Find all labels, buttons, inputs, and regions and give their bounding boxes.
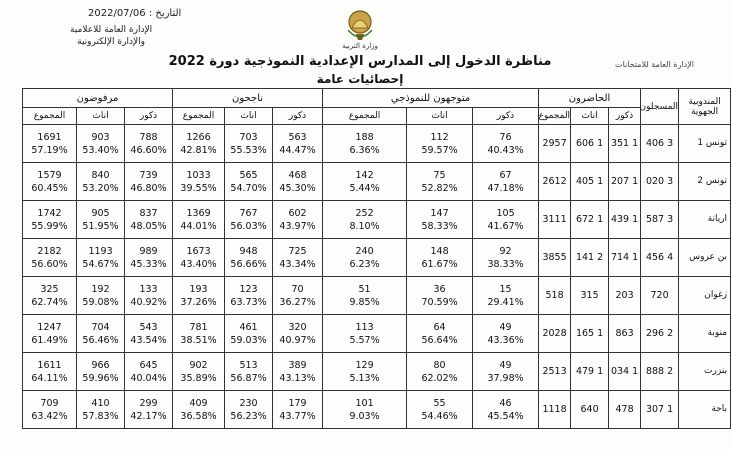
oriented-female-cell	[407, 125, 473, 163]
passed-total-cell-percent: 44.01%	[180, 220, 217, 232]
passed-total-cell	[173, 391, 225, 429]
passed-male-cell-percent: 43.13%	[279, 372, 316, 384]
rejected-total-cell	[23, 201, 77, 239]
rejected-total-cell-percent: 56.60%	[31, 258, 68, 270]
rejected-male-cell	[125, 315, 173, 353]
rejected-male-cell-count: 299	[139, 397, 158, 409]
page-title: مناظرة الدخول إلى المدارس الإعدادية النموذجية دورة 2022	[168, 54, 552, 69]
passed-male-cell-percent: 44.47%	[279, 144, 316, 156]
passed-female-cell	[225, 353, 273, 391]
passed-male-cell-count: 389	[288, 359, 307, 371]
rejected-total-cell	[23, 277, 77, 315]
table-row	[23, 239, 731, 277]
group-rejected-header: مرفوضون	[23, 89, 173, 108]
passed-male-cell-percent: 43.77%	[279, 410, 316, 422]
oriented-female-cell	[407, 391, 473, 429]
oriented-total-cell-count: 188	[355, 131, 374, 143]
passed-total-cell	[173, 201, 225, 239]
passed-female-cell-percent: 56.66%	[230, 258, 267, 270]
region-cell: اريانة	[679, 201, 731, 239]
rejected-total-cell-percent: 57.19%	[31, 144, 68, 156]
region-cell: بن عروس	[679, 239, 731, 277]
table-row	[23, 201, 731, 239]
sub-total: المجموع	[323, 108, 407, 125]
present-total-cell: 1118	[539, 391, 571, 429]
rejected-female-cell	[77, 277, 125, 315]
oriented-female-cell-percent: 59.57%	[421, 144, 458, 156]
present-female-cell: 1 672	[571, 201, 609, 239]
oriented-male-cell-percent: 40.43%	[487, 144, 524, 156]
oriented-female-cell-count: 64	[433, 321, 446, 333]
rejected-female-cell	[77, 239, 125, 277]
sub-male: ذكور	[609, 108, 641, 125]
oriented-female-cell-count: 36	[433, 283, 446, 295]
passed-total-cell	[173, 239, 225, 277]
passed-male-cell-percent: 40.97%	[279, 334, 316, 346]
passed-female-cell-count: 948	[239, 245, 258, 257]
passed-male-cell-count: 563	[288, 131, 307, 143]
rejected-male-cell-count: 645	[139, 359, 158, 371]
passed-female-cell-percent: 54.70%	[230, 182, 267, 194]
passed-female-cell-percent: 56.23%	[230, 410, 267, 422]
rejected-female-cell	[77, 201, 125, 239]
rejected-male-cell	[125, 201, 173, 239]
oriented-male-cell-percent: 41.67%	[487, 220, 524, 232]
passed-female-cell	[225, 391, 273, 429]
sub-header-row	[23, 108, 731, 125]
registered-cell: 1 307	[641, 391, 679, 429]
passed-female-cell-count: 703	[239, 131, 258, 143]
rejected-female-cell-percent: 59.96%	[82, 372, 119, 384]
group-passed-header: ناجحون	[173, 89, 323, 108]
rejected-total-cell-percent: 64.11%	[31, 372, 68, 384]
rejected-total-cell-percent: 62.74%	[31, 296, 68, 308]
oriented-female-cell-percent: 54.46%	[421, 410, 458, 422]
passed-female-cell-count: 565	[239, 169, 258, 181]
passed-total-cell	[173, 277, 225, 315]
sub-female: اناث	[77, 108, 125, 125]
oriented-male-cell-percent: 43.36%	[487, 334, 524, 346]
passed-male-cell-count: 602	[288, 207, 307, 219]
oriented-male-cell-count: 92	[499, 245, 512, 257]
passed-male-cell-percent: 36.27%	[279, 296, 316, 308]
oriented-female-cell-percent: 52.82%	[421, 182, 458, 194]
rejected-female-cell-percent: 53.40%	[82, 144, 119, 156]
passed-total-cell	[173, 315, 225, 353]
passed-female-cell-count: 461	[239, 321, 258, 333]
registered-cell: 2 296	[641, 315, 679, 353]
rejected-total-cell-count: 2182	[37, 245, 62, 257]
statistics-table-wrapper	[22, 88, 728, 429]
rejected-total-cell-count: 1247	[37, 321, 62, 333]
oriented-male-cell-percent: 37.98%	[487, 372, 524, 384]
rejected-female-cell-percent: 54.67%	[82, 258, 119, 270]
oriented-female-cell-percent: 62.02%	[421, 372, 458, 384]
oriented-total-cell-percent: 6.36%	[349, 144, 380, 156]
oriented-female-cell-count: 148	[430, 245, 449, 257]
present-female-cell: 2 141	[571, 239, 609, 277]
rejected-female-cell-count: 192	[91, 283, 110, 295]
rejected-female-cell	[77, 125, 125, 163]
oriented-total-cell-percent: 9.85%	[349, 296, 380, 308]
present-total-cell: 2612	[539, 163, 571, 201]
oriented-female-cell	[407, 277, 473, 315]
oriented-male-cell-count: 49	[499, 321, 512, 333]
rejected-male-cell-percent: 46.80%	[130, 182, 167, 194]
passed-female-cell-count: 767	[239, 207, 258, 219]
rejected-total-cell-count: 709	[40, 397, 59, 409]
rejected-female-cell	[77, 391, 125, 429]
passed-male-cell-count: 320	[288, 321, 307, 333]
passed-male-cell	[273, 315, 323, 353]
rejected-female-cell	[77, 163, 125, 201]
passed-male-cell	[273, 391, 323, 429]
registered-cell: 4 456	[641, 239, 679, 277]
oriented-male-cell-percent: 29.41%	[487, 296, 524, 308]
passed-total-cell-count: 1266	[186, 131, 211, 143]
col-registered-header: المسجلون	[641, 89, 679, 125]
present-male-cell: 1 439	[609, 201, 641, 239]
passed-female-cell	[225, 125, 273, 163]
passed-female-cell-count: 123	[239, 283, 258, 295]
rejected-female-cell-count: 966	[91, 359, 110, 371]
rejected-male-cell-percent: 45.33%	[130, 258, 167, 270]
table-row	[23, 315, 731, 353]
rejected-female-cell-count: 410	[91, 397, 110, 409]
present-male-cell: 863	[609, 315, 641, 353]
rejected-female-cell-percent: 57.83%	[82, 410, 119, 422]
passed-total-cell-count: 409	[189, 397, 208, 409]
registered-cell: 3 406	[641, 125, 679, 163]
oriented-total-cell-percent: 5.57%	[349, 334, 380, 346]
group-present-header: الحاضرون	[539, 89, 641, 108]
rejected-female-cell	[77, 353, 125, 391]
oriented-total-cell	[323, 239, 407, 277]
region-cell: منوبة	[679, 315, 731, 353]
oriented-total-cell-percent: 6.23%	[349, 258, 380, 270]
rejected-female-cell-count: 1193	[88, 245, 113, 257]
passed-male-cell	[273, 201, 323, 239]
passed-total-cell-percent: 39.55%	[180, 182, 217, 194]
oriented-male-cell	[473, 391, 539, 429]
rejected-male-cell-count: 989	[139, 245, 158, 257]
rejected-total-cell-percent: 61.49%	[31, 334, 68, 346]
oriented-male-cell-count: 49	[499, 359, 512, 371]
oriented-male-cell-count: 67	[499, 169, 512, 181]
oriented-total-cell-percent: 5.44%	[349, 182, 380, 194]
rejected-male-cell	[125, 277, 173, 315]
rejected-total-cell-count: 1742	[37, 207, 62, 219]
group-oriented-header: متوجهون للنموذجي	[323, 89, 539, 108]
oriented-female-cell-count: 147	[430, 207, 449, 219]
statistics-table	[22, 88, 731, 429]
sub-total: المجموع	[539, 108, 571, 125]
oriented-male-cell	[473, 163, 539, 201]
rejected-female-cell	[77, 315, 125, 353]
rejected-male-cell-percent: 40.04%	[130, 372, 167, 384]
passed-female-cell-percent: 59.03%	[230, 334, 267, 346]
present-total-cell: 2957	[539, 125, 571, 163]
sub-female: اناث	[407, 108, 473, 125]
present-female-cell: 1 479	[571, 353, 609, 391]
passed-total-cell-count: 1033	[186, 169, 211, 181]
oriented-female-cell-count: 80	[433, 359, 446, 371]
passed-female-cell-count: 513	[239, 359, 258, 371]
oriented-male-cell-count: 76	[499, 131, 512, 143]
passed-male-cell-percent: 43.97%	[279, 220, 316, 232]
passed-male-cell-percent: 45.30%	[279, 182, 316, 194]
oriented-total-cell	[323, 277, 407, 315]
rejected-male-cell	[125, 125, 173, 163]
oriented-female-cell	[407, 163, 473, 201]
present-total-cell: 2513	[539, 353, 571, 391]
oriented-male-cell	[473, 201, 539, 239]
rejected-male-cell-count: 133	[139, 283, 158, 295]
oriented-male-cell-percent: 38.33%	[487, 258, 524, 270]
oriented-female-cell-percent: 56.64%	[421, 334, 458, 346]
present-male-cell: 1 034	[609, 353, 641, 391]
oriented-total-cell-count: 101	[355, 397, 374, 409]
rejected-total-cell	[23, 315, 77, 353]
passed-female-cell-percent: 56.87%	[230, 372, 267, 384]
page-subtitle: إحصائيات عامة	[316, 72, 404, 86]
registered-cell: 720	[641, 277, 679, 315]
passed-male-cell-percent: 43.34%	[279, 258, 316, 270]
rejected-male-cell-percent: 43.54%	[130, 334, 167, 346]
oriented-male-cell	[473, 239, 539, 277]
oriented-female-cell	[407, 201, 473, 239]
passed-male-cell	[273, 353, 323, 391]
statistics-table-body	[23, 125, 731, 429]
rejected-male-cell	[125, 163, 173, 201]
oriented-total-cell-count: 113	[355, 321, 374, 333]
rejected-male-cell-percent: 40.92%	[130, 296, 167, 308]
present-total-cell: 2028	[539, 315, 571, 353]
rejected-male-cell-percent: 42.17%	[130, 410, 167, 422]
present-male-cell: 1 207	[609, 163, 641, 201]
issuer-block	[70, 24, 152, 48]
rejected-total-cell	[23, 163, 77, 201]
oriented-total-cell-count: 129	[355, 359, 374, 371]
oriented-total-cell-percent: 8.10%	[349, 220, 380, 232]
oriented-total-cell-count: 252	[355, 207, 374, 219]
oriented-male-cell-count: 105	[496, 207, 515, 219]
oriented-male-cell	[473, 315, 539, 353]
present-total-cell: 518	[539, 277, 571, 315]
passed-male-cell-count: 70	[291, 283, 304, 295]
present-male-cell: 1 351	[609, 125, 641, 163]
oriented-female-cell-count: 75	[433, 169, 446, 181]
present-female-cell: 640	[571, 391, 609, 429]
rejected-female-cell-count: 905	[91, 207, 110, 219]
department-label: الإدارة العامة للامتحانات	[615, 60, 694, 69]
oriented-female-cell	[407, 353, 473, 391]
col-region-header: المندوبية الجهوية	[679, 89, 731, 125]
table-row	[23, 125, 731, 163]
rejected-female-cell-percent: 51.95%	[82, 220, 119, 232]
passed-female-cell	[225, 315, 273, 353]
oriented-total-cell-count: 51	[358, 283, 371, 295]
oriented-male-cell	[473, 125, 539, 163]
rejected-total-cell	[23, 239, 77, 277]
passed-female-cell	[225, 277, 273, 315]
passed-female-cell	[225, 239, 273, 277]
present-female-cell: 1 606	[571, 125, 609, 163]
present-male-cell: 478	[609, 391, 641, 429]
table-row	[23, 391, 731, 429]
passed-total-cell-count: 1369	[186, 207, 211, 219]
passed-male-cell-count: 725	[288, 245, 307, 257]
sub-total: المجموع	[173, 108, 225, 125]
present-female-cell: 1 165	[571, 315, 609, 353]
rejected-male-cell-count: 837	[139, 207, 158, 219]
oriented-female-cell	[407, 239, 473, 277]
passed-total-cell-percent: 38.51%	[180, 334, 217, 346]
passed-male-cell-count: 179	[288, 397, 307, 409]
region-cell: تونس 1	[679, 125, 731, 163]
present-male-cell: 1 714	[609, 239, 641, 277]
rejected-total-cell-count: 325	[40, 283, 59, 295]
sub-male: ذكور	[273, 108, 323, 125]
oriented-total-cell-count: 240	[355, 245, 374, 257]
passed-total-cell	[173, 125, 225, 163]
oriented-total-cell	[323, 163, 407, 201]
oriented-total-cell-percent: 5.13%	[349, 372, 380, 384]
rejected-male-cell-percent: 46.60%	[130, 144, 167, 156]
rejected-female-cell-percent: 56.46%	[82, 334, 119, 346]
oriented-female-cell-count: 112	[430, 131, 449, 143]
passed-male-cell-count: 468	[288, 169, 307, 181]
rejected-male-cell	[125, 239, 173, 277]
sub-male: ذكور	[473, 108, 539, 125]
region-cell: تونس 2	[679, 163, 731, 201]
present-female-cell: 1 405	[571, 163, 609, 201]
passed-total-cell	[173, 163, 225, 201]
oriented-total-cell	[323, 353, 407, 391]
passed-male-cell	[273, 163, 323, 201]
passed-total-cell-percent: 37.26%	[180, 296, 217, 308]
rejected-female-cell-count: 840	[91, 169, 110, 181]
oriented-female-cell	[407, 315, 473, 353]
passed-male-cell	[273, 125, 323, 163]
rejected-total-cell	[23, 125, 77, 163]
oriented-total-cell	[323, 201, 407, 239]
passed-female-cell	[225, 163, 273, 201]
registered-cell: 3 587	[641, 201, 679, 239]
sub-female: اناث	[225, 108, 273, 125]
passed-female-cell-percent: 55.53%	[230, 144, 267, 156]
region-cell: بنزرت	[679, 353, 731, 391]
issuer-line-2: والإدارة الإلكترونية	[77, 37, 145, 47]
rejected-total-cell-percent: 55.99%	[31, 220, 68, 232]
issuer-line-1: الإدارة العامة للاعلامية	[70, 25, 153, 35]
passed-total-cell-count: 781	[189, 321, 208, 333]
passed-female-cell	[225, 201, 273, 239]
passed-total-cell-percent: 43.40%	[180, 258, 217, 270]
oriented-total-cell	[323, 315, 407, 353]
rejected-male-cell-percent: 48.05%	[130, 220, 167, 232]
oriented-male-cell	[473, 277, 539, 315]
rejected-total-cell	[23, 391, 77, 429]
passed-female-cell-percent: 63.73%	[230, 296, 267, 308]
table-row	[23, 277, 731, 315]
passed-male-cell	[273, 239, 323, 277]
rejected-total-cell	[23, 353, 77, 391]
region-cell: زغوان	[679, 277, 731, 315]
rejected-total-cell-count: 1579	[37, 169, 62, 181]
oriented-total-cell-percent: 9.03%	[349, 410, 380, 422]
rejected-total-cell-percent: 60.45%	[31, 182, 68, 194]
oriented-female-cell-percent: 58.33%	[421, 220, 458, 232]
oriented-total-cell	[323, 125, 407, 163]
oriented-male-cell-count: 46	[499, 397, 512, 409]
oriented-female-cell-percent: 70.59%	[421, 296, 458, 308]
rejected-female-cell-count: 704	[91, 321, 110, 333]
rejected-total-cell-count: 1691	[37, 131, 62, 143]
date-label: التاريخ : 2022/07/06	[88, 8, 182, 19]
region-cell: باجة	[679, 391, 731, 429]
oriented-female-cell-percent: 61.67%	[421, 258, 458, 270]
passed-male-cell	[273, 277, 323, 315]
rejected-female-cell-count: 903	[91, 131, 110, 143]
passed-female-cell-count: 230	[239, 397, 258, 409]
ministry-name: وزارة التربية	[342, 42, 378, 50]
passed-total-cell-percent: 35.89%	[180, 372, 217, 384]
registered-cell: 2 888	[641, 353, 679, 391]
passed-total-cell-count: 1673	[186, 245, 211, 257]
passed-total-cell-percent: 36.58%	[180, 410, 217, 422]
oriented-male-cell-percent: 47.18%	[487, 182, 524, 194]
passed-total-cell-count: 902	[189, 359, 208, 371]
registered-cell: 3 020	[641, 163, 679, 201]
rejected-female-cell-percent: 59.08%	[82, 296, 119, 308]
table-row	[23, 163, 731, 201]
rejected-female-cell-percent: 53.20%	[82, 182, 119, 194]
present-total-cell: 3111	[539, 201, 571, 239]
rejected-total-cell-count: 1611	[37, 359, 62, 371]
rejected-male-cell-count: 543	[139, 321, 158, 333]
oriented-total-cell-count: 142	[355, 169, 374, 181]
present-total-cell: 3855	[539, 239, 571, 277]
passed-total-cell	[173, 353, 225, 391]
sub-female: اناث	[571, 108, 609, 125]
oriented-male-cell	[473, 353, 539, 391]
table-row	[23, 353, 731, 391]
oriented-total-cell	[323, 391, 407, 429]
oriented-female-cell-count: 55	[433, 397, 446, 409]
passed-female-cell-percent: 56.03%	[230, 220, 267, 232]
passed-total-cell-count: 193	[189, 283, 208, 295]
present-female-cell: 315	[571, 277, 609, 315]
oriented-male-cell-count: 15	[499, 283, 512, 295]
oriented-male-cell-percent: 45.54%	[487, 410, 524, 422]
passed-total-cell-percent: 42.81%	[180, 144, 217, 156]
rejected-male-cell	[125, 391, 173, 429]
sub-total: المجموع	[23, 108, 77, 125]
rejected-male-cell	[125, 353, 173, 391]
sub-male: ذكور	[125, 108, 173, 125]
present-male-cell: 203	[609, 277, 641, 315]
rejected-male-cell-count: 788	[139, 131, 158, 143]
rejected-total-cell-percent: 63.42%	[31, 410, 68, 422]
rejected-male-cell-count: 739	[139, 169, 158, 181]
